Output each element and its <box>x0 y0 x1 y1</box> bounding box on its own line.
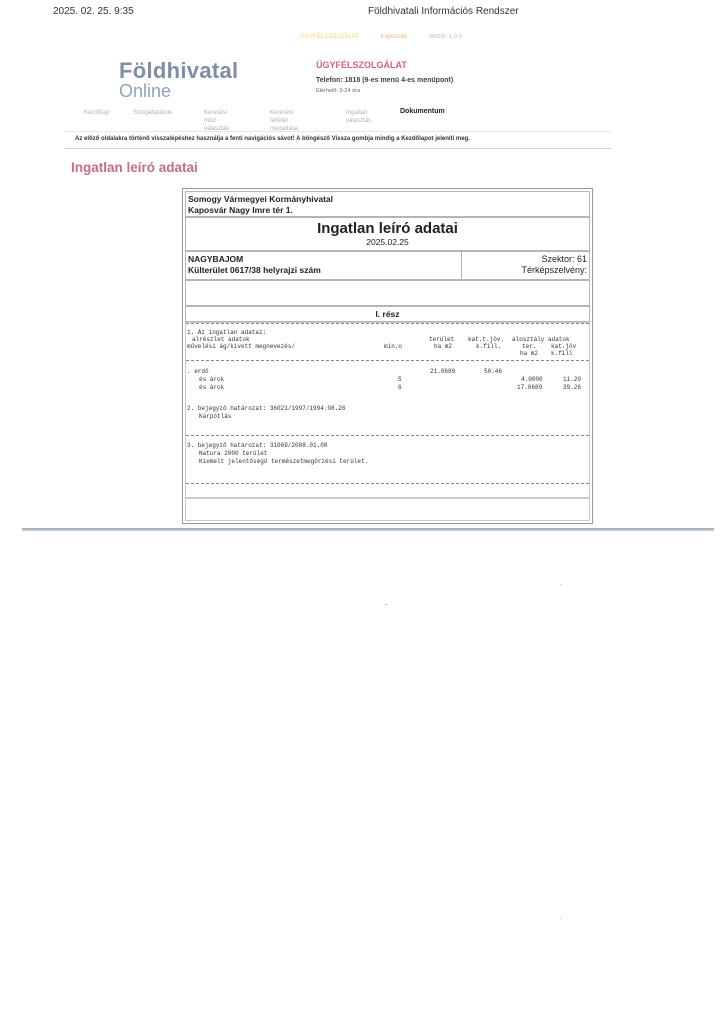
nav-item-document[interactable]: Dokumentum <box>400 108 445 115</box>
table-row-subclass-income: 11.20 <box>563 376 582 383</box>
empty-row <box>185 280 590 306</box>
header-area-unit: ha m2 <box>434 343 453 350</box>
dashed-divider <box>186 323 589 324</box>
customer-service-title: ÜGYFÉLSZOLGÁLAT <box>316 60 407 70</box>
header-subparcel: alrészlet adatok <box>192 336 250 343</box>
scan-speck <box>560 584 562 585</box>
print-header-title: Földhivatali Információs Rendszer <box>368 6 519 17</box>
header-cultivation: művelési ág/kivett megnevezés/ <box>187 343 296 350</box>
customer-service-hours: Elérhető: 0-24 óra <box>316 88 361 94</box>
top-bar-version: Verzió: 1.0.0 <box>428 34 462 40</box>
table-row-name: és árok <box>199 384 225 391</box>
header-cadastral-unit: k.fill. <box>476 343 502 350</box>
header-min-o: min.o <box>384 343 403 350</box>
table-row-name: . erdő <box>187 368 209 375</box>
navigation-notice: Az előző oldalakra történő visszalépéshez használja a fenti navigációs sávot! A böngésző Vissza gombja mindig a Kezdőlapot jeleníti meg. <box>75 136 470 142</box>
part-header <box>185 306 590 322</box>
office-block <box>185 191 590 217</box>
scan-speck <box>385 604 387 605</box>
entry3-note2: Kiemelt jelentőségű természetmegőrzési terület. <box>199 458 369 465</box>
town-name: NAGYBAJOM <box>188 254 244 264</box>
header-subclass-area: ter. <box>522 343 537 350</box>
office-address: Kaposvár Nagy Imre tér 1. <box>188 205 293 215</box>
entry2-note: Kárpótlás <box>199 413 232 420</box>
logo-line2: Online <box>119 81 172 101</box>
top-bar <box>300 34 482 40</box>
site-logo[interactable] <box>119 60 238 100</box>
table-row-subclass-income: 39.26 <box>563 384 582 391</box>
nav-item-search-criteria[interactable]: Keresési feltétel megadása <box>270 110 299 132</box>
table-row-min-o: 5 <box>398 376 402 383</box>
property-document <box>182 188 593 524</box>
entry3-note1: Natura 2000 terület <box>199 450 268 457</box>
header-subclass-area-unit: ha m2 <box>520 350 539 357</box>
customer-service-phone: Telefon: 1818 (9-es menü 4-es menüpont) <box>316 77 454 84</box>
empty-row <box>185 498 590 521</box>
dashed-divider <box>186 360 589 361</box>
property-data-body <box>185 322 590 498</box>
sector: Szektor: 61 <box>541 254 587 264</box>
entry3-resolution: 3. bejegyző határozat: 31069/2008.01.08 <box>187 442 328 449</box>
page-title: Ingatlan leíró adatai <box>71 160 198 175</box>
table-row-name: és árok <box>199 376 225 383</box>
notice-bar <box>65 131 611 149</box>
nav-item-property-select[interactable]: Ingatlan választás <box>346 110 372 124</box>
map-sheet: Térképszelvény: <box>521 265 587 275</box>
nav-item-search-mode[interactable]: Keresési mód választás <box>204 110 230 132</box>
logo-line1: Földhivatal <box>119 58 239 83</box>
entry2-resolution: 2. bejegyző határozat: 36021/1997/1994.08.26 <box>187 405 346 412</box>
table-row-area: 21.0689 <box>430 368 456 375</box>
top-bar-left[interactable]: ÜGYFÉLSZOLGÁLAT <box>300 34 359 40</box>
location-block <box>185 251 590 280</box>
parcel-number: Külterület 0617/38 helyrajzi szám <box>188 265 321 275</box>
office-name: Somogy Vármegyei Kormányhivatal <box>188 194 334 204</box>
table-row-subclass-area: 17.0689 <box>517 384 543 391</box>
part-label: I. rész <box>375 309 400 319</box>
table-row-income: 50.46 <box>484 368 503 375</box>
header-subclass-income: kat.jöv <box>551 343 577 350</box>
header-subclass: alosztály adatok <box>512 336 570 343</box>
scan-bottom-rule <box>22 528 714 531</box>
header-area: terület <box>429 336 455 343</box>
table-row-min-o: 6 <box>398 384 402 391</box>
scan-speck <box>560 918 562 919</box>
top-bar-contact-link[interactable]: Kapcsolat <box>380 34 407 40</box>
dashed-divider <box>186 483 589 484</box>
section1-title: 1. Az ingatlan adatai: <box>187 329 267 336</box>
table-row-subclass-area: 4.0000 <box>521 376 543 383</box>
dashed-divider <box>186 435 589 436</box>
print-datetime: 2025. 02. 25. 9:35 <box>53 6 134 17</box>
document-title-block <box>185 217 590 251</box>
document-date: 2025.02.25 <box>366 237 409 247</box>
nav-item-home[interactable]: Kezdőlap <box>84 110 110 116</box>
document-title: Ingatlan leíró adatai <box>317 220 458 237</box>
nav-item-services[interactable]: Szolgáltatások <box>133 110 173 116</box>
location-divider <box>461 252 462 279</box>
header-subclass-income-unit: k.fill <box>551 350 573 357</box>
header-cadastral-income: kat.t.jöv. <box>468 336 505 343</box>
